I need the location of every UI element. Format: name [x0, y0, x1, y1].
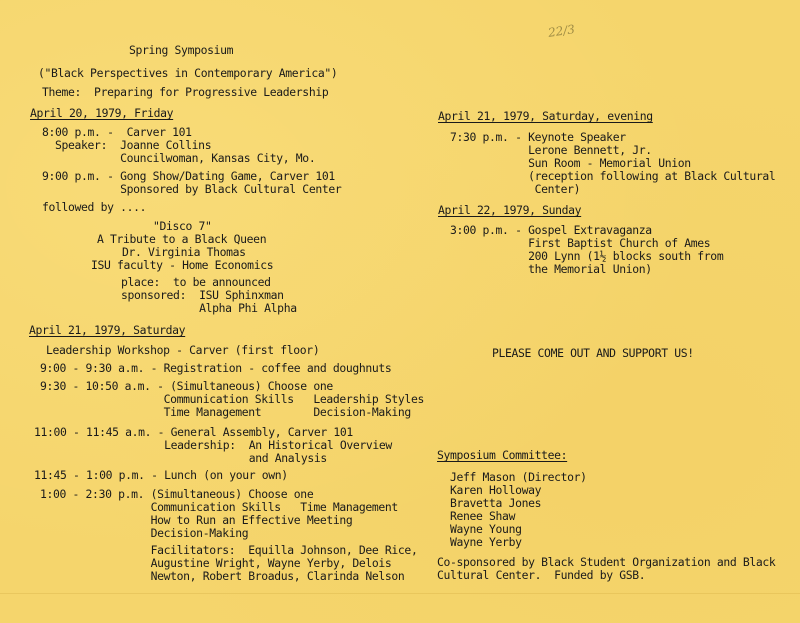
page-theme: Theme: Preparing for Progressive Leadership [42, 85, 329, 99]
sponsor-note: Co-sponsored by Black Student Organization and Black [437, 555, 776, 569]
event-line: 11:00 - 11:45 a.m. - General Assembly, Carver 101 [34, 425, 353, 439]
date-heading-saturday-evening: April 21, 1979, Saturday, evening [438, 109, 653, 123]
page-title: Spring Symposium [129, 43, 234, 57]
event-line: First Baptist Church of Ames [450, 236, 711, 250]
event-line: 200 Lynn (1½ blocks south from [450, 249, 724, 263]
event-line: 9:00 - 9:30 a.m. - Registration - coffee and doughnuts [40, 361, 392, 375]
handwritten-note: 22/3 [547, 22, 576, 40]
event-line: Communication Skills Time Management [40, 500, 398, 514]
event-line: ISU faculty - Home Economics [91, 258, 274, 272]
event-line: Sun Room - Memorial Union [450, 156, 691, 170]
event-line: 8:00 p.m. - Carver 101 [42, 125, 192, 139]
event-line: Communication Skills Leadership Styles [40, 392, 424, 406]
page-subtitle: ("Black Perspectives in Contemporary America") [38, 66, 338, 80]
committee-member: Jeff Mason (Director) [450, 470, 587, 484]
event-line: Leadership: An Historical Overview [34, 438, 392, 452]
event-line: and Analysis [34, 451, 327, 465]
event-line: 9:30 - 10:50 a.m. - (Simultaneous) Choose one [40, 379, 333, 393]
event-line: 1:00 - 2:30 p.m. (Simultaneous) Choose one [40, 487, 314, 501]
date-heading-friday: April 20, 1979, Friday [30, 106, 174, 120]
committee-member: Wayne Yerby [450, 535, 522, 549]
event-line: Center) [450, 182, 581, 196]
event-line: place: to be announced [121, 275, 271, 289]
committee-member: Renee Shaw [450, 509, 516, 523]
event-line: "Disco 7" [153, 219, 212, 233]
event-line: A Tribute to a Black Queen [97, 232, 267, 246]
event-line: How to Run an Effective Meeting [40, 513, 353, 527]
event-line: 3:00 p.m. - Gospel Extravaganza [450, 223, 652, 237]
date-heading-sunday: April 22, 1979, Sunday [438, 203, 582, 217]
event-line: 11:45 - 1:00 p.m. - Lunch (on your own) [34, 468, 288, 482]
event-line: Decision-Making [40, 526, 249, 540]
event-line: (reception following at Black Cultural [450, 169, 776, 183]
committee-member: Karen Holloway [450, 483, 542, 497]
event-line: 9:00 p.m. - Gong Show/Dating Game, Carver 101 [42, 169, 335, 183]
event-line: followed by .... [42, 200, 147, 214]
event-line: 7:30 p.m. - Keynote Speaker [450, 130, 626, 144]
committee-member: Wayne Young [450, 522, 522, 536]
event-line: the Memorial Union) [450, 262, 652, 276]
event-line: sponsored: ISU Sphinxman [121, 288, 284, 302]
facilitators-line: Facilitators: Equilla Johnson, Dee Rice, [40, 543, 418, 557]
call-to-action: PLEASE COME OUT AND SUPPORT US! [492, 346, 694, 360]
facilitators-line: Augustine Wright, Wayne Yerby, Delois [40, 556, 392, 570]
workshop-title: Leadership Workshop - Carver (first floor) [46, 343, 320, 357]
sponsor-note: Cultural Center. Funded by GSB. [437, 568, 646, 582]
event-line: Dr. Virginia Thomas [122, 245, 246, 259]
date-heading-saturday: April 21, 1979, Saturday [29, 323, 186, 337]
event-line: Alpha Phi Alpha [121, 301, 297, 315]
committee-heading: Symposium Committee: [437, 448, 568, 462]
event-line: Speaker: Joanne Collins [42, 138, 212, 152]
event-line: Time Management Decision-Making [40, 405, 411, 419]
committee-member: Bravetta Jones [450, 496, 542, 510]
event-line: Lerone Bennett, Jr. [450, 143, 652, 157]
event-line: Sponsored by Black Cultural Center [42, 182, 342, 196]
event-line: Councilwoman, Kansas City, Mo. [42, 151, 316, 165]
paper-fold [0, 593, 800, 594]
facilitators-line: Newton, Robert Broadus, Clarinda Nelson [40, 569, 405, 583]
